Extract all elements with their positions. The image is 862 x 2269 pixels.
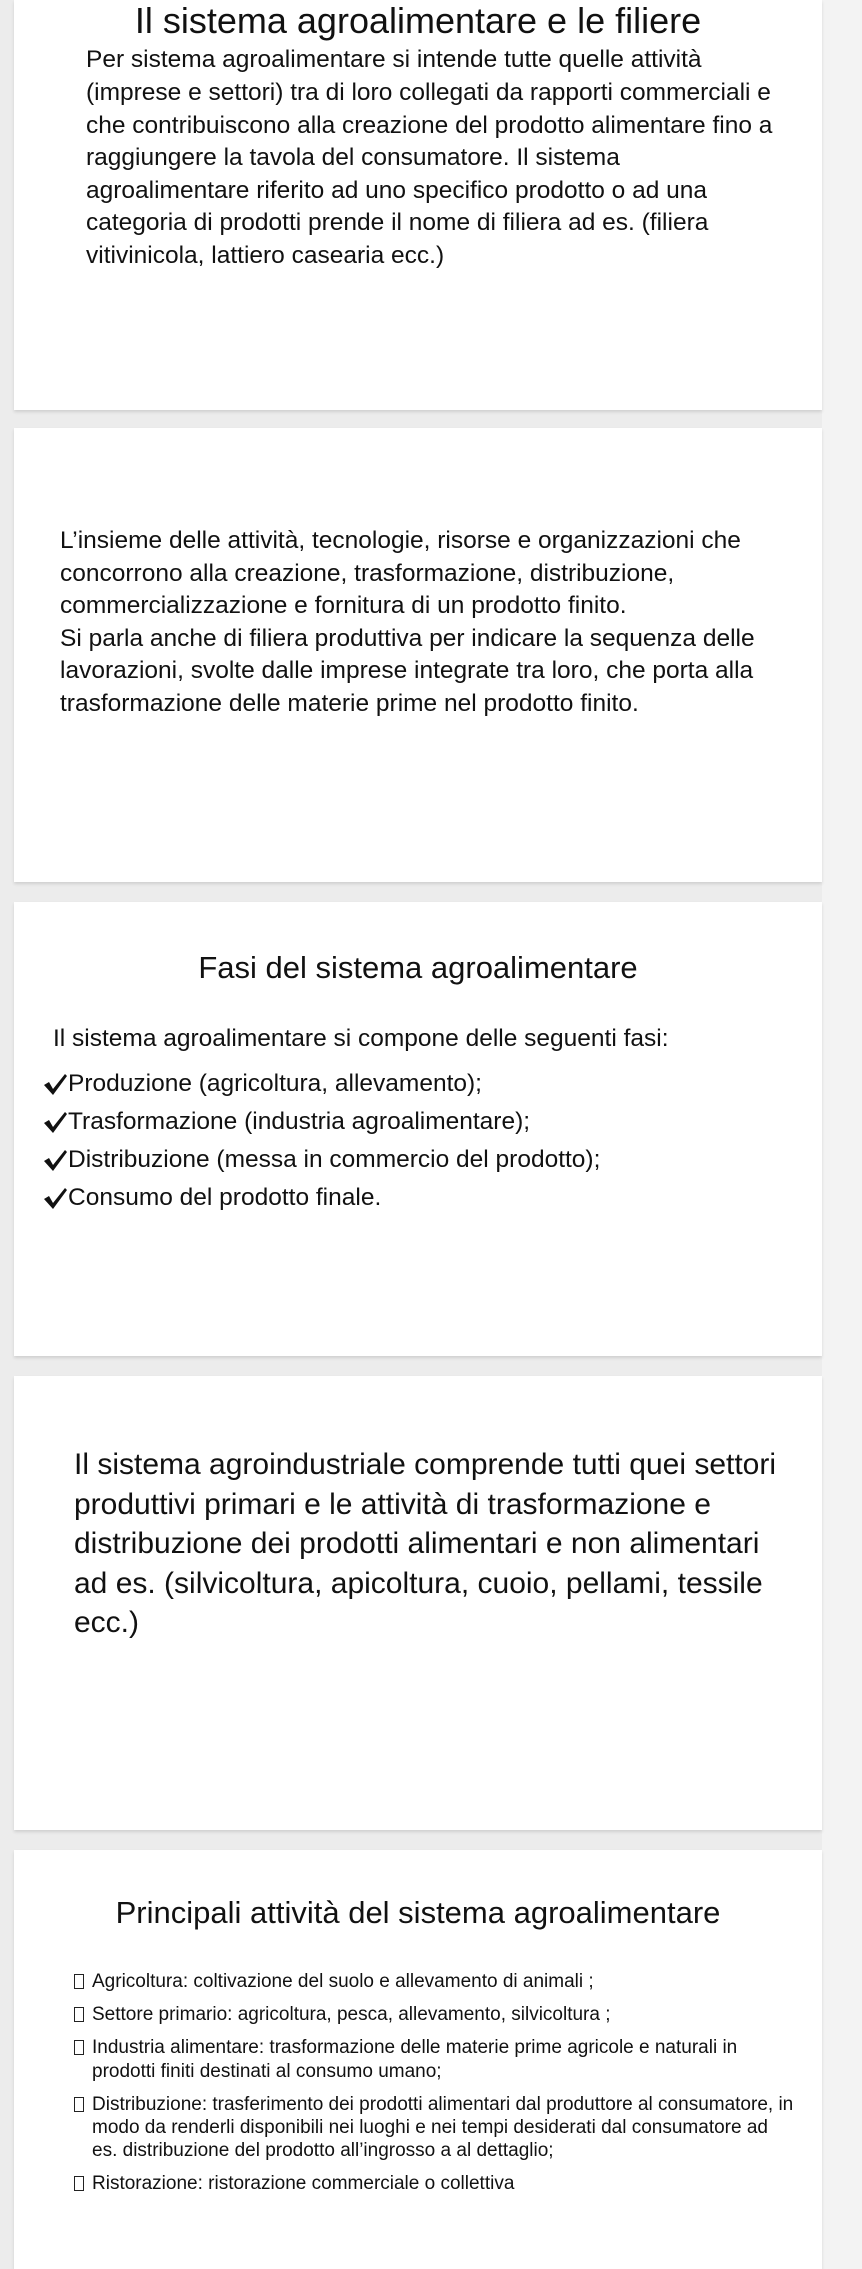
slide-agroindustriale: [14, 1376, 822, 1830]
checkmark-icon: [42, 1109, 68, 1135]
list-item: [74, 1970, 794, 1993]
empty-box-icon: [74, 2040, 84, 2055]
list-item: [74, 2036, 794, 2082]
slide-fasi: [14, 902, 822, 1356]
list-item-label: Ristorazione: ristorazione commerciale o collettiva: [92, 2173, 515, 2195]
list-item: [74, 2172, 794, 2195]
list-item: [42, 1065, 600, 1103]
slide-body-text: Il sistema agroindustriale comprende tutti quei settori produttivi primari e le attività di trasformazione e distribuzione dei prodotti alimentari e non alimentari ad es. (silvicoltura, apicoltura, cuoio, pellami, tessile ecc.): [74, 1448, 777, 1640]
slide-body-text: L’insieme delle attività, tecnologie, risorse e organizzazioni che concorrono alla creazione, trasformazione, distribuzione, commercializzazione e fornitura di un prodotto finito. Si parla anche di filiera produttiva per indicare la sequenza delle lavorazioni, svolte dalle imprese integrate tra loro, che porta alla trasformazione delle materie prime nel prodotto finito.: [60, 527, 755, 717]
slide-principali-attivita: [14, 1850, 822, 2269]
list-item-label: Industria alimentare: trasformazione delle materie prime agricole e naturali in prodotti finiti destinati al consumo umano;: [92, 2037, 738, 2082]
list-item: [74, 2003, 794, 2026]
list-item: [42, 1179, 600, 1217]
list-item-label: Distribuzione (messa in commercio del prodotto);: [68, 1146, 601, 1173]
slide-body-text: Per sistema agroalimentare si intende tutte quelle attività (imprese e settori) tra di loro collegati da rapporti commerciali e che contribuiscono alla creazione del prodotto alimentare fino a raggiungere la tavola del consumatore. Il sistema agroalimentare riferito ad uno specifico prodotto o ad una categoria di prodotti prende il nome di filiera ad es. (filiera vitivinicola, lattiero casearia ecc.): [86, 46, 773, 269]
list-item-label: Distribuzione: trasferimento dei prodotti alimentari dal produttore al consumatore, in modo da renderli disponibili nei luoghi e nei tempi desiderati dal consumatore ad es. distribuzione del prodotto all’ingrosso a al dettaglio;: [92, 2093, 794, 2162]
list-item-label: Consumo del prodotto finale.: [68, 1184, 382, 1211]
scroll-gutter: [822, 0, 862, 2269]
list-item-label: Trasformazione (industria agroalimentare);: [68, 1108, 531, 1135]
checkmark-icon: [42, 1185, 68, 1211]
empty-box-icon: [74, 1974, 84, 1989]
slide-title: Il sistema agroalimentare e le filiere: [134, 0, 702, 41]
checkmark-icon: [42, 1071, 68, 1097]
list-item: [42, 1103, 600, 1141]
empty-box-icon: [74, 2097, 84, 2112]
slide-filiere: [14, 0, 822, 410]
activity-list: [74, 1970, 794, 2205]
empty-box-icon: [74, 2176, 84, 2191]
slide-title: Fasi del sistema agroalimentare: [198, 950, 638, 985]
list-item: [74, 2093, 794, 2163]
list-item-label: Settore primario: agricoltura, pesca, allevamento, silvicoltura ;: [92, 2004, 611, 2026]
slide-intro-text: Il sistema agroalimentare si compone delle seguenti fasi:: [53, 1025, 669, 1052]
empty-box-icon: [74, 2007, 84, 2022]
list-item-label: Produzione (agricoltura, allevamento);: [68, 1070, 482, 1097]
phase-list: [42, 1065, 600, 1217]
list-item: [42, 1141, 600, 1179]
slide-filiera-definition: [14, 428, 822, 882]
list-item-label: Agricoltura: coltivazione del suolo e allevamento di animali ;: [92, 1971, 594, 1992]
checkmark-icon: [42, 1147, 68, 1173]
slide-title: Principali attività del sistema agroalimentare: [115, 1895, 721, 1930]
